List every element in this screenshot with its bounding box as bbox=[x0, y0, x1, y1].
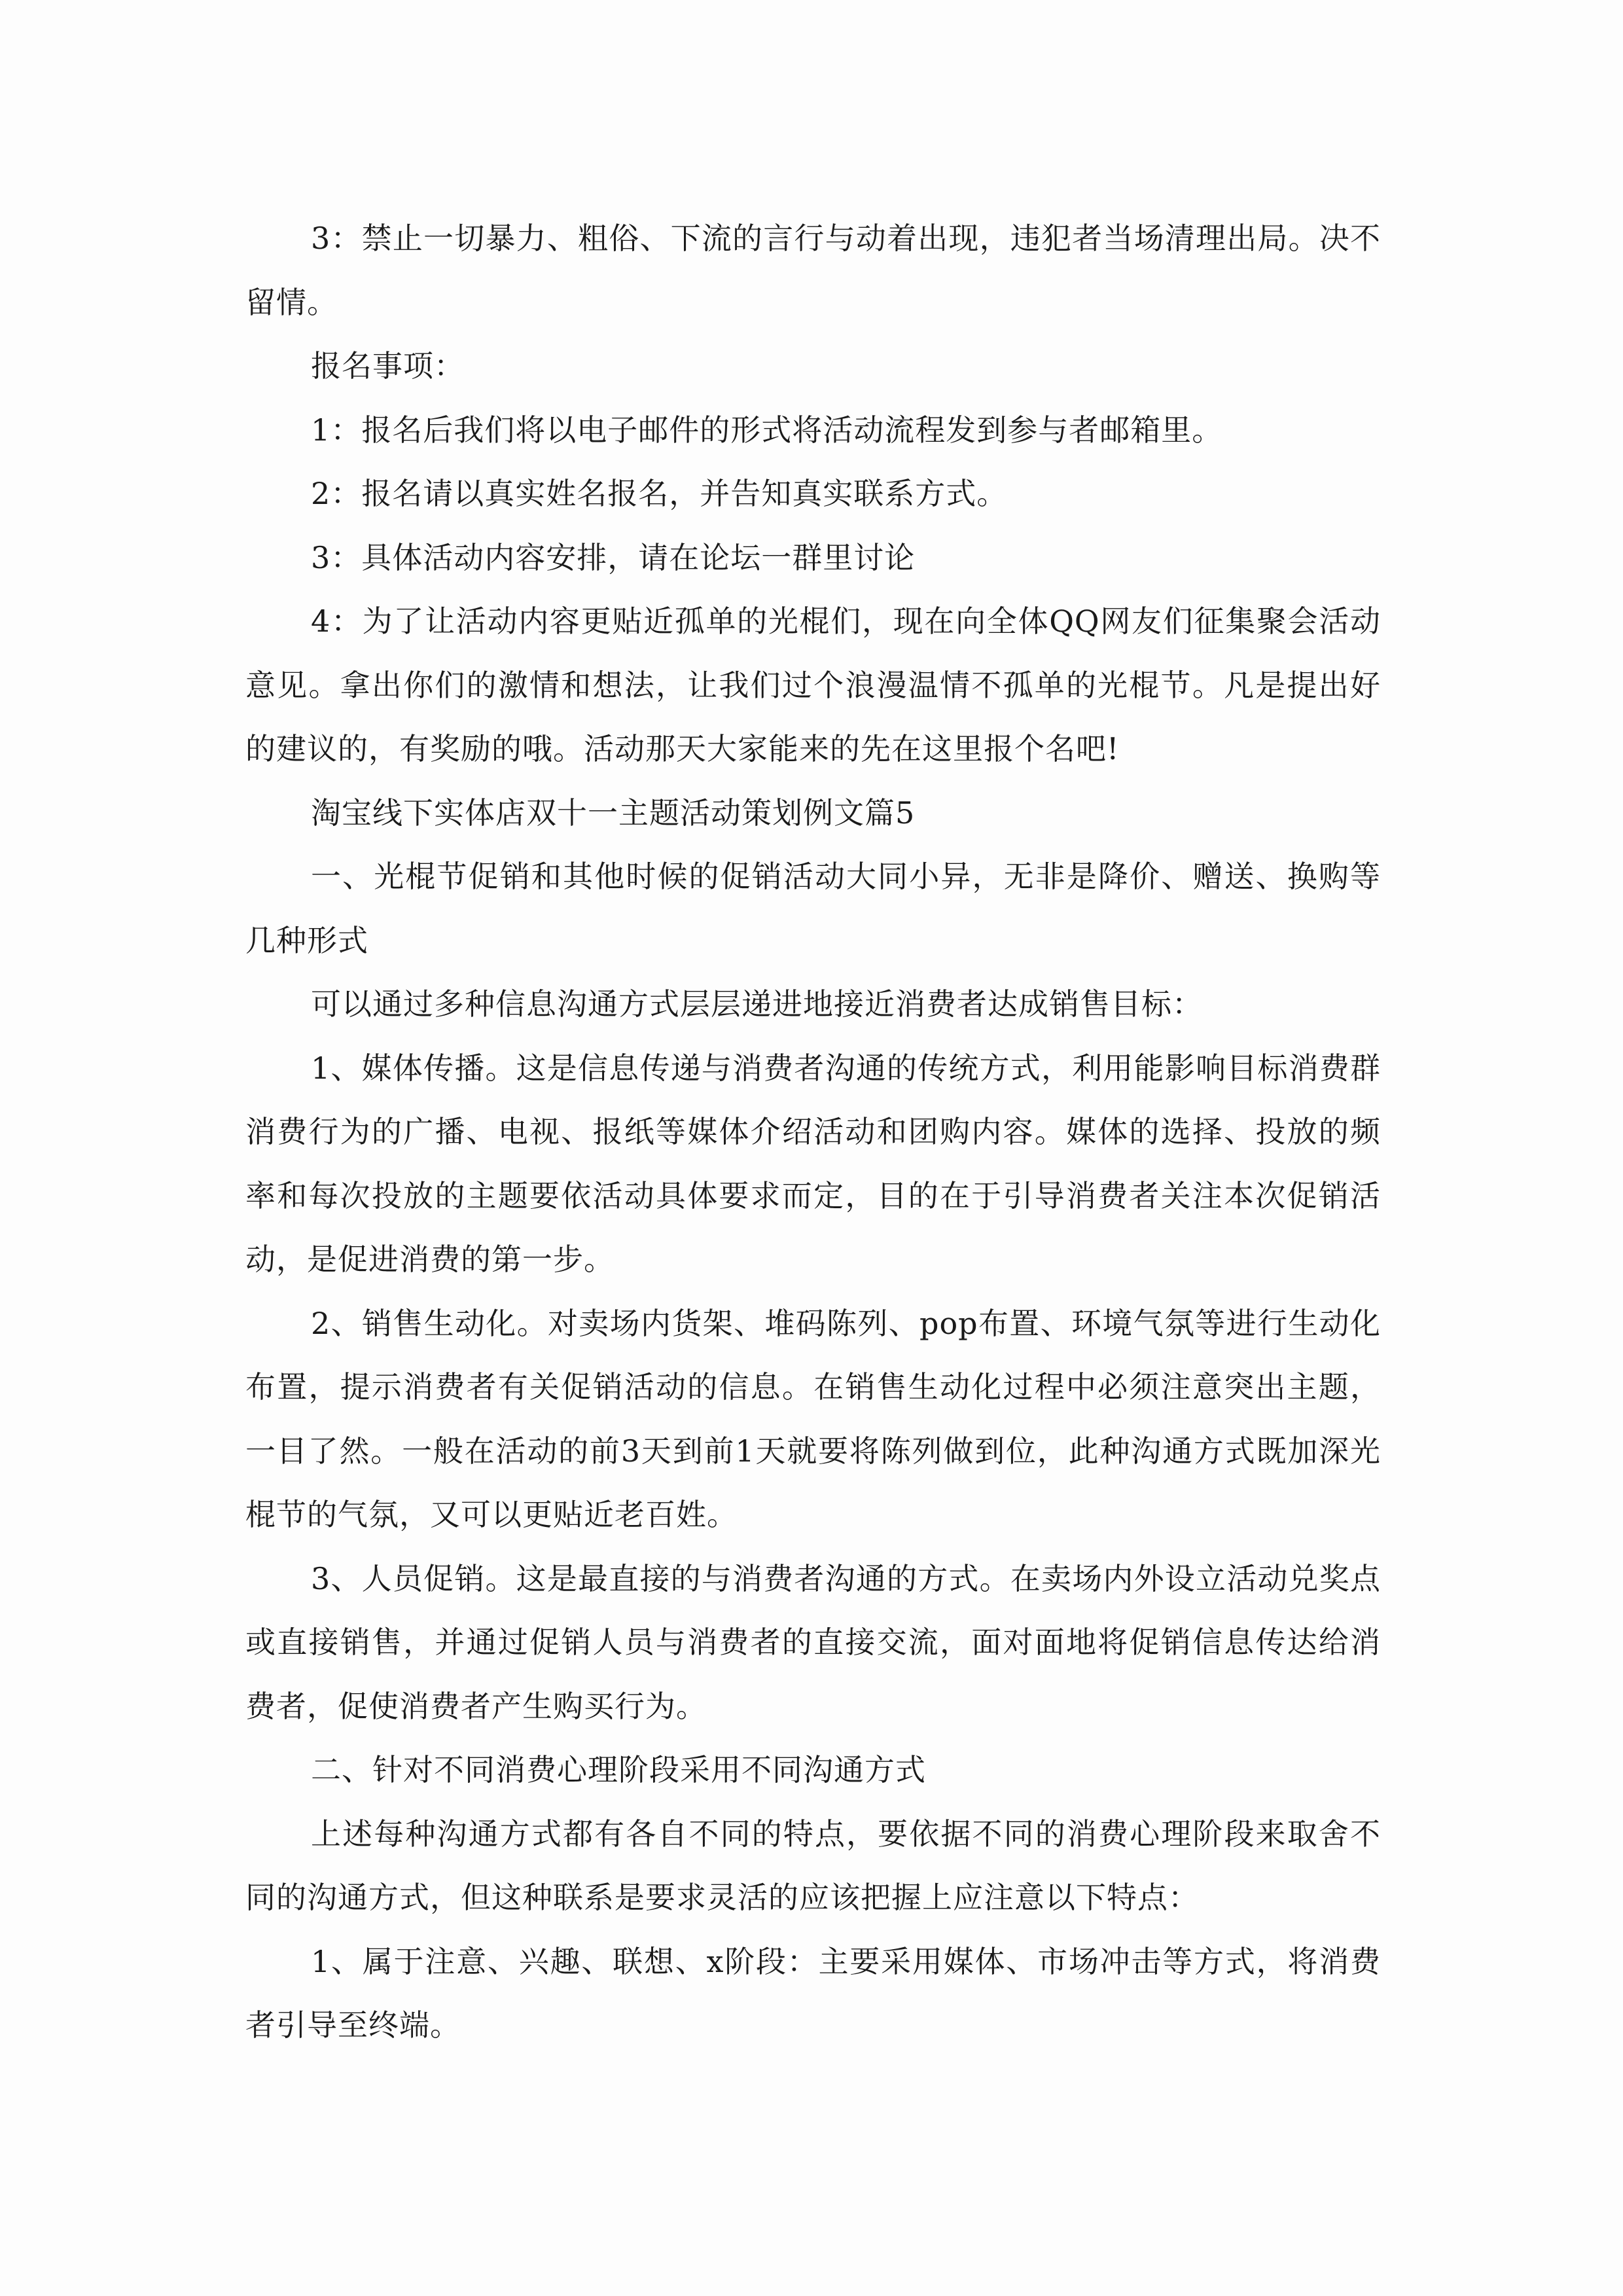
paragraph-point-two: 二、针对不同消费心理阶段采用不同沟通方式 bbox=[311, 1752, 926, 1787]
paragraph-merchandising: 2、销售生动化。对卖场内货架、堆码陈列、pop布置、环境气氛等进行生动化布置，提示消费者有关促销活动的信息。在销售生动化过程中必须注意突出主题，一目了然。一般在活动的前3天到前1天就要将陈列做到位，此种沟通方式既加深光棍节的气氛，又可以更贴近老百姓。 bbox=[245, 1305, 1381, 1532]
paragraph-features-intro: 上述每种沟通方式都有各自不同的特点，要依据不同的消费心理阶段来取舍不同的沟通方式，但这种联系是要求灵活的应该把握上应注意以下特点： bbox=[245, 1816, 1381, 1915]
document-body bbox=[245, 207, 1381, 2058]
paragraph-attention-stage: 1、属于注意、兴趣、联想、x阶段：主要采用媒体、市场冲击等方式，将消费者引导至终端。 bbox=[245, 1943, 1381, 2043]
paragraph-registration-3: 3：具体活动内容安排，请在论坛一群里讨论 bbox=[311, 539, 916, 575]
paragraph-point-one: 一、光棍节促销和其他时候的促销活动大同小异，无非是降价、赠送、换购等几种形式 bbox=[245, 859, 1381, 958]
section-title: 淘宝线下实体店双十一主题活动策划例文篇5 bbox=[311, 795, 916, 831]
paragraph-registration-2: 2：报名请以真实姓名报名，并告知真实联系方式。 bbox=[311, 476, 1008, 511]
paragraph-intro: 可以通过多种信息沟通方式层层递进地接近消费者达成销售目标： bbox=[311, 986, 1203, 1022]
paragraph-rule-3: 3：禁止一切暴力、粗俗、下流的言行与动着出现，违犯者当场清理出局。决不留情。 bbox=[245, 221, 1381, 320]
paragraph-registration-4: 4：为了让活动内容更贴近孤单的光棍们，现在向全体QQ网友们征集聚会活动意见。拿出你们的激情和想法，让我们过个浪漫温情不孤单的光棍节。凡是提出好的建议的，有奖励的哦。活动那天大家能来的先在这里报个名吧! bbox=[245, 603, 1381, 766]
paragraph-personnel: 3、人员促销。这是最直接的与消费者沟通的方式。在卖场内外设立活动兑奖点或直接销售，并通过促销人员与消费者的直接交流，面对面地将促销信息传达给消费者，促使消费者产生购买行为。 bbox=[245, 1560, 1381, 1724]
paragraph-media: 1、媒体传播。这是信息传递与消费者沟通的传统方式，利用能影响目标消费群消费行为的广播、电视、报纸等媒体介绍活动和团购内容。媒体的选择、投放的频率和每次投放的主题要依活动具体要求而定，目的在于引导消费者关注本次促销活动，是促进消费的第一步。 bbox=[245, 1050, 1381, 1277]
paragraph-registration-1: 1：报名后我们将以电子邮件的形式将活动流程发到参与者邮箱里。 bbox=[311, 412, 1223, 448]
paragraph-registration-heading: 报名事项： bbox=[311, 348, 465, 384]
